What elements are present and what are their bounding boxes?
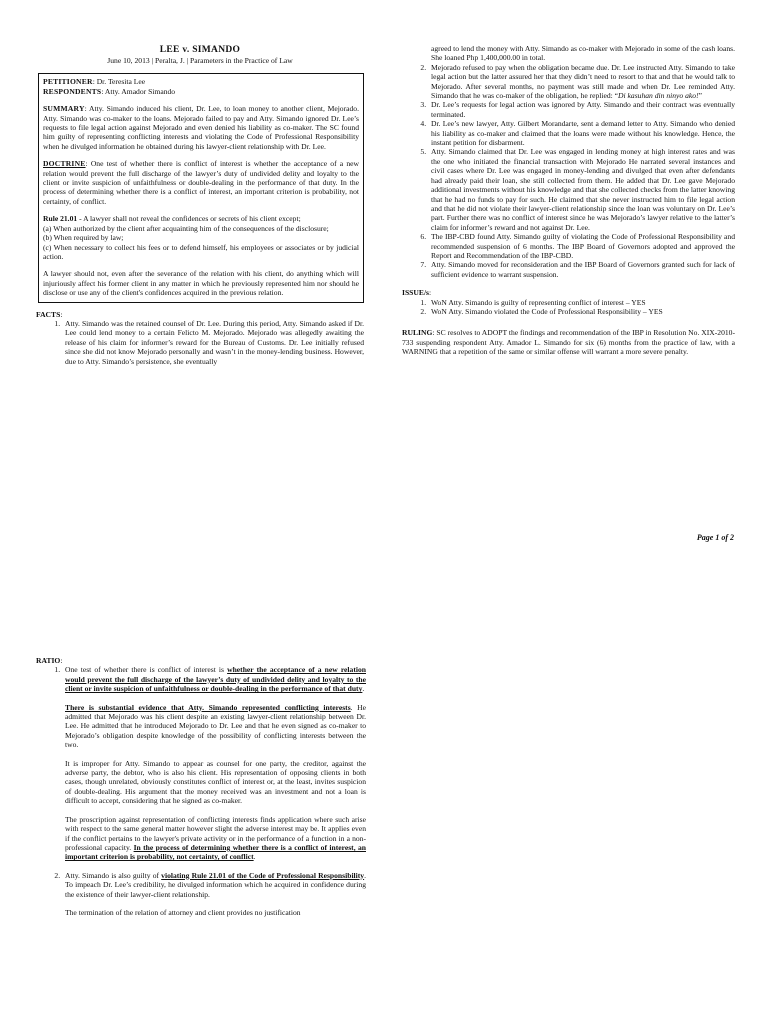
issues-label: ISSUE/s	[402, 288, 430, 298]
issue-item-2: 2. WoN Atty. Simando violated the Code of Professional Responsibility – YES	[428, 307, 735, 316]
case-digest-box	[38, 73, 364, 302]
ratio-2-paragraph-1	[65, 871, 366, 899]
respondents-value: : Atty. Amador Simando	[101, 86, 176, 96]
ratio-1-p2-text: . He admitted that Mejorado was his client despite an existing lawyer-client relationship between Dr. Lee. He admitted that he introduced Mejorado to Dr. Lee and that he even signed as co-maker to Mejorado’s obligation despite knowledge of the possibility of conflicting interests between the two.	[65, 702, 366, 750]
page-1-left-column	[36, 0, 364, 366]
rule-exception-item: (b) When required by law;	[43, 233, 124, 243]
issue-item-1: 1. WoN Atty. Simando is guilty of representing conflict of interest – YES	[428, 298, 735, 307]
facts-item-5: 5. Atty. Simando claimed that Dr. Lee was engaged in lending money at high interest rates and was the one who initiated the financial transaction with Mejorado He narrated several instances and civil cases where Dr. Lee was engaged in money-lending and divulged that even after defendants had already paid their loan, she still collected from them. He added that Dr. Lee gave Mejorado additional investments without his knowledge and that she collected checks from the latter knowing that he had no funds to pay for such. He claimed that she never instructed him to file legal action and that he did not violate their lawyer-client relationship since the loan was voluntary on Dr. Lee’s part. Further there was no conflict of interest since he was Mejorado’s lawyer relative to the latter’s claim for informer’s reward and not against Dr. Lee.	[428, 147, 735, 232]
ratio-1-paragraph-1	[65, 665, 366, 693]
case-subtitle: June 10, 2013 | Peralta, J. | Parameters in the Practice of Law	[107, 56, 293, 65]
ratio-1-emphasis: whether the acceptance of a new relation would prevent the full discharge of the lawyer’s duty of undivided delity and loyalty to the client or invite suspicion of unfaithfulness or double-dealing in the performance of that duty	[65, 665, 366, 694]
ratio-1-p4-emphasis: In the process of determining whether there is a conflict of interest, an important criterion is probability, not certainty, of conflict	[65, 842, 366, 862]
ratio-1-p4-end: .	[253, 852, 256, 862]
issues-colon: :	[429, 288, 432, 298]
facts-item-4: 4. Dr. Lee’s new lawyer, Atty. Gilbert Morandarte, sent a demand letter to Atty. Simando who denied his liability as co-maker and claimed that the loans were made without his knowledge. Hence, the instant petition for disbarment.	[428, 119, 735, 147]
ratio-2-text: . To impeach Dr. Lee’s credibility, he divulged information which he acquired in confidence during the existence of their lawyer-client relationship.	[65, 870, 367, 899]
ruling-label: RULING	[402, 328, 433, 338]
case-title: LEE v. SIMANDO	[159, 45, 241, 55]
rule-paragraph	[43, 214, 359, 261]
facts-item-2-quote: Di kasuhan din ninyo ako!	[618, 91, 699, 101]
respondents-line	[43, 87, 359, 96]
facts-colon: :	[60, 309, 63, 319]
rule-exception-item: (a) When authorized by the client after acquainting him of the consequences of the disclosure;	[43, 223, 329, 233]
facts-item-6: 6. The IBP-CBD found Atty. Simando guilty of violating the Code of Professional Responsibility and recommended suspension of 6 months. The IBP Board of Governors adopted and approved the Report and Recommendation of the IBP-CBD.	[428, 232, 735, 260]
rule-label: Rule 21.01	[43, 214, 78, 224]
ratio-1-p2-emphasis: There is substantial evidence that Atty. Simando represented conflicting interests	[65, 702, 351, 712]
page-2	[0, 640, 768, 1024]
ratio-2-emphasis: violating Rule 21.01 of the Code of Professional Responsibility	[161, 870, 365, 880]
ratio-1-paragraph-3: It is improper for Atty. Simando to appear as counsel for one party, the creditor, against the adverse party, the debtor, who is also his client. His representation of opposing clients in both cases, though unrelated, obviously constitutes conflict of interest or, at the least, invites suspicion of double-dealing. His argument that the money received was an investment and not a loan is difficult to accept, considering that he signed as co-maker.	[65, 758, 366, 806]
ratio-item-1	[62, 665, 366, 861]
facts-item-7: 7. Atty. Simando moved for reconsideration and the IBP Board of Governors granted such for lack of sufficient evidence to warrant suspension.	[428, 260, 735, 279]
facts-item-2	[428, 63, 735, 101]
ratio-2-paragraph-2: The termination of the relation of attorney and client provides no justification	[65, 907, 301, 917]
ratio-1-end: .	[362, 684, 365, 694]
ratio-item-2	[62, 871, 366, 918]
ratio-1-paragraph-2	[65, 703, 366, 750]
doctrine-text: : One test of whether there is conflict of interest is whether the acceptance of a new relation would prevent the full discharge of the lawyer’s duty of undivided delity and loyalty to the client or invite suspicion of unfaithfulness or double-dealing in the performance of that duty. In the process of determining whether there is a conflict of interest, an important criterion is probability, not certainty, of conflict.	[43, 159, 359, 206]
respondents-label: RESPONDENTS	[43, 86, 102, 96]
rule-exception-item: (c) When necessary to collect his fees or to defend himself, his employees or associates or by judicial action.	[43, 242, 359, 261]
facts-item-3: 3. Dr. Lee’s requests for legal action was ignored by Atty. Simando and their contract was eventually terminated.	[428, 100, 735, 119]
facts-label: FACTS	[36, 309, 61, 319]
summary-paragraph	[43, 104, 359, 151]
facts-item-1: 1. Atty. Simando was the retained counsel of Dr. Lee. During this period, Atty. Simando asked if Dr. Lee could lend money to a certain Felicto M. Mejorado. Mejorado was allegedly awaiting the release of his claim for informer’s reward for the Bureau of Customs. Dr. Lee initially refused since she did not know Mejorado personally and wasn’t in the money-lending business. However, due to Atty. Simando’s persistence, she eventually	[62, 319, 364, 366]
page-number: Page 1 of 2	[696, 533, 734, 542]
petitioner-value: : Dr. Teresita Lee	[92, 77, 146, 87]
ratio-colon: :	[60, 656, 63, 665]
petitioner-label: PETITIONER	[43, 77, 93, 87]
facts-item-2-close: ”	[698, 91, 702, 101]
ruling-paragraph	[402, 328, 735, 356]
ratio-1-lead: One test of whether there is conflict of interest is	[65, 665, 228, 675]
page-1-right-column	[402, 44, 735, 357]
doctrine-label: DOCTRINE	[43, 159, 86, 169]
ratio-heading	[36, 656, 366, 665]
facts-item-1-continued: agreed to lend the money with Atty. Simando as co-maker with Mejorado in some of the cash loans. She loaned Php 1,400,000.00 in total.	[431, 44, 735, 63]
issues-heading	[402, 288, 735, 297]
page-2-left-column	[36, 656, 366, 926]
summary-label: SUMMARY	[43, 104, 85, 114]
ratio-label: RATIO	[36, 656, 61, 665]
facts-item-2-text: Mejorado refused to pay when the obligation became due. Dr. Lee instructed Atty. Simando to take legal action but the latter assured her that they didn’t need to resort to that and that he would talk to Mejorado. After several months, no payment was still made and when Dr. Lee reminded Atty. Simando that he was co-maker of the obligation, he replied: “	[431, 62, 735, 101]
issues-list	[402, 298, 735, 317]
ratio-2-lead: Atty. Simando is also guilty of	[65, 870, 162, 880]
facts-list	[36, 319, 364, 366]
petitioner-line	[43, 77, 359, 86]
ratio-list	[36, 665, 366, 917]
doctrine-paragraph	[43, 159, 359, 206]
facts-heading	[36, 310, 364, 319]
rule-text: - A lawyer shall not reveal the confidences or secrets of his client except;	[77, 214, 301, 224]
rule-after-paragraph: A lawyer should not, even after the severance of the relation with his client, do anything which will injuriously affect his former client in any matter in which he previously represented him nor should he disclose or use any of the client's confidences acquired in the previous relation.	[43, 269, 359, 298]
rule-exceptions-list	[43, 224, 359, 262]
summary-text: : Atty. Simando induced his client, Dr. Lee, to loan money to another client, Mejorado. Atty. Simando was co-maker to the loans. Mejorado failed to pay and Atty. Simando ignored Dr. Lee’s requests to file legal action against Mejorado and even denied his liability as co-maker. The SC found him guilty of representing conflicting interests and violating the Code of Professional Responsibility when he divulged information he obtained during his lawyer-client relationship with Dr. Lee.	[43, 104, 359, 151]
facts-list-continued	[402, 63, 735, 279]
ratio-1-paragraph-4	[65, 815, 366, 862]
ratio-1-p4-text: The proscription against representation of conflicting interests finds application where such arise with respect to the same general matter however slight the adverse interest may be. It applies even if the conflict pertains to the lawyer's private activity or in the performance of a function in a non-professional capacity.	[65, 814, 366, 852]
ruling-text: : SC resolves to ADOPT the findings and recommendation of the IBP in Resolution No. XIX-2010-733 suspending respondent Atty. Amador L. Simando for six (6) months from the practice of law, with a WARNING that a repetition of the same or similar offense will warrant a more severe penalty.	[402, 328, 735, 357]
